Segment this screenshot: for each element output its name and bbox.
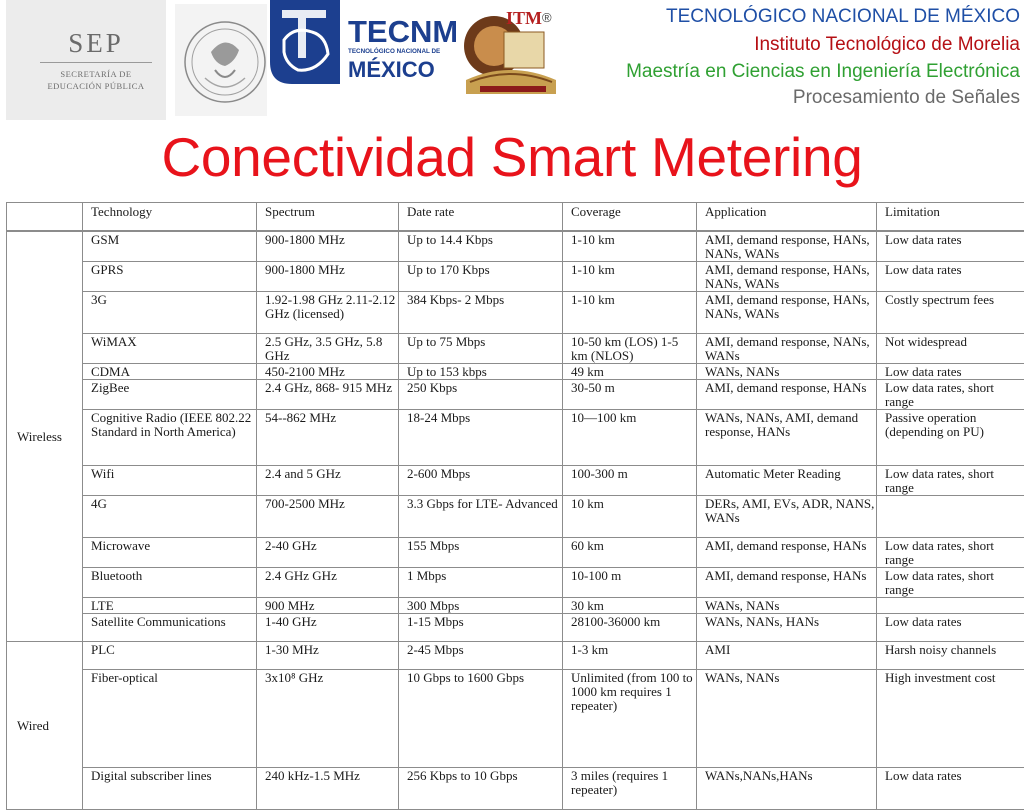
- table-cell: 10—100 km: [563, 409, 697, 465]
- comparison-table: [6, 202, 1024, 810]
- table-cell: Low data rates: [877, 231, 1024, 262]
- table-cell: 300 Mbps: [399, 597, 563, 613]
- table-cell: Low data rates, short range: [877, 379, 1024, 409]
- table-cell: Low data rates, short range: [877, 567, 1024, 597]
- table-cell: Up to 170 Kbps: [399, 261, 563, 291]
- table-cell: [877, 495, 1024, 537]
- group-label-wireless: Wireless: [7, 231, 83, 642]
- table-cell: AMI, demand response, HANs: [697, 379, 877, 409]
- table-cell: Microwave: [83, 537, 257, 567]
- table-cell: 1-40 GHz: [257, 613, 399, 641]
- header-line-2: Instituto Tecnológico de Morelia: [754, 34, 1020, 56]
- itm-letters: ITM: [506, 8, 542, 28]
- column-header: Technology: [83, 203, 257, 231]
- table-cell: 384 Kbps- 2 Mbps: [399, 291, 563, 333]
- table-row: [7, 363, 1024, 379]
- table-cell: WANs, NANs, AMI, demand response, HANs: [697, 409, 877, 465]
- table-cell: CDMA: [83, 363, 257, 379]
- table-cell: 1.92-1.98 GHz 2.11-2.12 GHz (licensed): [257, 291, 399, 333]
- table-row: [7, 767, 1024, 809]
- group-label-wired: Wired: [7, 641, 83, 809]
- table-row: [7, 379, 1024, 409]
- table-cell: AMI, demand response, HANs, NANs, WANs: [697, 231, 877, 262]
- table-cell: WiMAX: [83, 333, 257, 363]
- table-cell: WANs, NANs: [697, 597, 877, 613]
- table-cell: 900-1800 MHz: [257, 231, 399, 262]
- table-cell: WANs, NANs: [697, 363, 877, 379]
- table-cell: 2.4 GHz, 868- 915 MHz: [257, 379, 399, 409]
- table-cell: Up to 75 Mbps: [399, 333, 563, 363]
- table-cell: 1 Mbps: [399, 567, 563, 597]
- table-cell: 900 MHz: [257, 597, 399, 613]
- tecnm-country: MÉXICO: [348, 57, 435, 82]
- table-cell: AMI, demand response, HANs: [697, 567, 877, 597]
- table-cell: Low data rates: [877, 261, 1024, 291]
- sep-acronym: SEP: [26, 28, 166, 58]
- table-cell: Satellite Communications: [83, 613, 257, 641]
- header-line-1: TECNOLÓGICO NACIONAL DE MÉXICO: [666, 6, 1020, 28]
- table-cell: 240 kHz-1.5 MHz: [257, 767, 399, 809]
- header: [0, 0, 1024, 120]
- table-cell: 700-2500 MHz: [257, 495, 399, 537]
- table-cell: WANs, NANs, HANs: [697, 613, 877, 641]
- table-cell: 2-40 GHz: [257, 537, 399, 567]
- table-cell: Harsh noisy channels: [877, 641, 1024, 669]
- table-cell: 3x10⁸ GHz: [257, 669, 399, 767]
- sep-name-line2: EDUCACIÓN PÚBLICA: [26, 80, 166, 92]
- table-row: [7, 231, 1024, 262]
- column-header: Application: [697, 203, 877, 231]
- table-cell: Low data rates: [877, 363, 1024, 379]
- table-cell: LTE: [83, 597, 257, 613]
- table-cell: 1-10 km: [563, 261, 697, 291]
- tecnm-subtitle: TECNOLÓGICO NACIONAL DE: [348, 46, 440, 55]
- table-cell: Costly spectrum fees: [877, 291, 1024, 333]
- table-row: [7, 465, 1024, 495]
- table-cell: AMI, demand response, HANs, NANs, WANs: [697, 291, 877, 333]
- table-cell: 2.5 GHz, 3.5 GHz, 5.8 GHz: [257, 333, 399, 363]
- table-cell: Low data rates: [877, 767, 1024, 809]
- header-line-3: Maestría en Ciencias en Ingeniería Electrónica: [626, 61, 1020, 83]
- table-cell: 250 Kbps: [399, 379, 563, 409]
- table-row: [7, 409, 1024, 465]
- table-cell: 900-1800 MHz: [257, 261, 399, 291]
- table-cell: [877, 597, 1024, 613]
- table-row: [7, 597, 1024, 613]
- page-title: Conectividad Smart Metering: [0, 122, 1024, 192]
- table-cell: AMI, demand response, HANs, NANs, WANs: [697, 261, 877, 291]
- table-row: [7, 261, 1024, 291]
- table-cell: 1-10 km: [563, 231, 697, 262]
- table-cell: 2-45 Mbps: [399, 641, 563, 669]
- table-row: [7, 333, 1024, 363]
- table-cell: Low data rates, short range: [877, 465, 1024, 495]
- table-cell: 1-10 km: [563, 291, 697, 333]
- table-row: [7, 291, 1024, 333]
- table-cell: 18-24 Mbps: [399, 409, 563, 465]
- table-cell: 49 km: [563, 363, 697, 379]
- table-cell: 10-50 km (LOS) 1-5 km (NLOS): [563, 333, 697, 363]
- table-row: [7, 669, 1024, 767]
- table-cell: 10 km: [563, 495, 697, 537]
- table-cell: 256 Kbps to 10 Gbps: [399, 767, 563, 809]
- tecnm-logo: [268, 0, 456, 86]
- table-cell: Low data rates: [877, 613, 1024, 641]
- table-cell: 1-30 MHz: [257, 641, 399, 669]
- table-cell: 60 km: [563, 537, 697, 567]
- table-cell: 3.3 Gbps for LTE- Advanced: [399, 495, 563, 537]
- table-row: [7, 495, 1024, 537]
- sep-divider: [40, 62, 152, 63]
- table-cell: WANs,NANs,HANs: [697, 767, 877, 809]
- table-cell: High investment cost: [877, 669, 1024, 767]
- table-cell: AMI, demand response, HANs: [697, 537, 877, 567]
- table-cell: AMI: [697, 641, 877, 669]
- table-cell: 30 km: [563, 597, 697, 613]
- registered-mark: ®: [542, 10, 552, 25]
- table-cell: Passive operation (depending on PU): [877, 409, 1024, 465]
- table-cell: 450-2100 MHz: [257, 363, 399, 379]
- table-cell: 1-3 km: [563, 641, 697, 669]
- table-cell: WANs, NANs: [697, 669, 877, 767]
- table-cell: 10 Gbps to 1600 Gbps: [399, 669, 563, 767]
- table-cell: PLC: [83, 641, 257, 669]
- header-row: [7, 203, 1024, 231]
- table-cell: Unlimited (from 100 to 1000 km requires 1 repeater): [563, 669, 697, 767]
- table-cell: Fiber-optical: [83, 669, 257, 767]
- table-cell: 4G: [83, 495, 257, 537]
- table-row: [7, 537, 1024, 567]
- table-cell: GPRS: [83, 261, 257, 291]
- table-cell: 2.4 and 5 GHz: [257, 465, 399, 495]
- table-cell: Up to 14.4 Kbps: [399, 231, 563, 262]
- sep-name-line1: SECRETARÍA DE: [26, 68, 166, 80]
- header-line-4: Procesamiento de Señales: [793, 87, 1020, 109]
- table-cell: AMI, demand response, NANs, WANs: [697, 333, 877, 363]
- table-cell: 2-600 Mbps: [399, 465, 563, 495]
- table-cell: Digital subscriber lines: [83, 767, 257, 809]
- table-row: [7, 613, 1024, 641]
- column-header: Limitation: [877, 203, 1024, 231]
- table-cell: GSM: [83, 231, 257, 262]
- table-cell: 3 miles (requires 1 repeater): [563, 767, 697, 809]
- table-cell: Low data rates, short range: [877, 537, 1024, 567]
- table-row: [7, 567, 1024, 597]
- mexico-seal-icon: [175, 4, 267, 116]
- column-header: Date rate: [399, 203, 563, 231]
- table-row: [7, 641, 1024, 669]
- header-group-cell: [7, 203, 83, 231]
- column-header: Spectrum: [257, 203, 399, 231]
- table-cell: DERs, AMI, EVs, ADR, NANS, WANs: [697, 495, 877, 537]
- sep-logo: [26, 28, 166, 92]
- table-cell: 30-50 m: [563, 379, 697, 409]
- sep-logo-panel: [6, 0, 166, 120]
- table-cell: 155 Mbps: [399, 537, 563, 567]
- table-cell: 100-300 m: [563, 465, 697, 495]
- table-cell: Automatic Meter Reading: [697, 465, 877, 495]
- column-header: Coverage: [563, 203, 697, 231]
- table-cell: 2.4 GHz GHz: [257, 567, 399, 597]
- table-cell: 54--862 MHz: [257, 409, 399, 465]
- table-cell: 10-100 m: [563, 567, 697, 597]
- table-cell: Bluetooth: [83, 567, 257, 597]
- table-cell: Not widespread: [877, 333, 1024, 363]
- table-cell: 1-15 Mbps: [399, 613, 563, 641]
- table-cell: 28100-36000 km: [563, 613, 697, 641]
- table-cell: Up to 153 kbps: [399, 363, 563, 379]
- table-cell: Cognitive Radio (IEEE 802.22 Standard in North America): [83, 409, 257, 465]
- table-cell: ZigBee: [83, 379, 257, 409]
- table-cell: 3G: [83, 291, 257, 333]
- table-cell: Wifi: [83, 465, 257, 495]
- tecnm-name: TECNM: [348, 14, 456, 49]
